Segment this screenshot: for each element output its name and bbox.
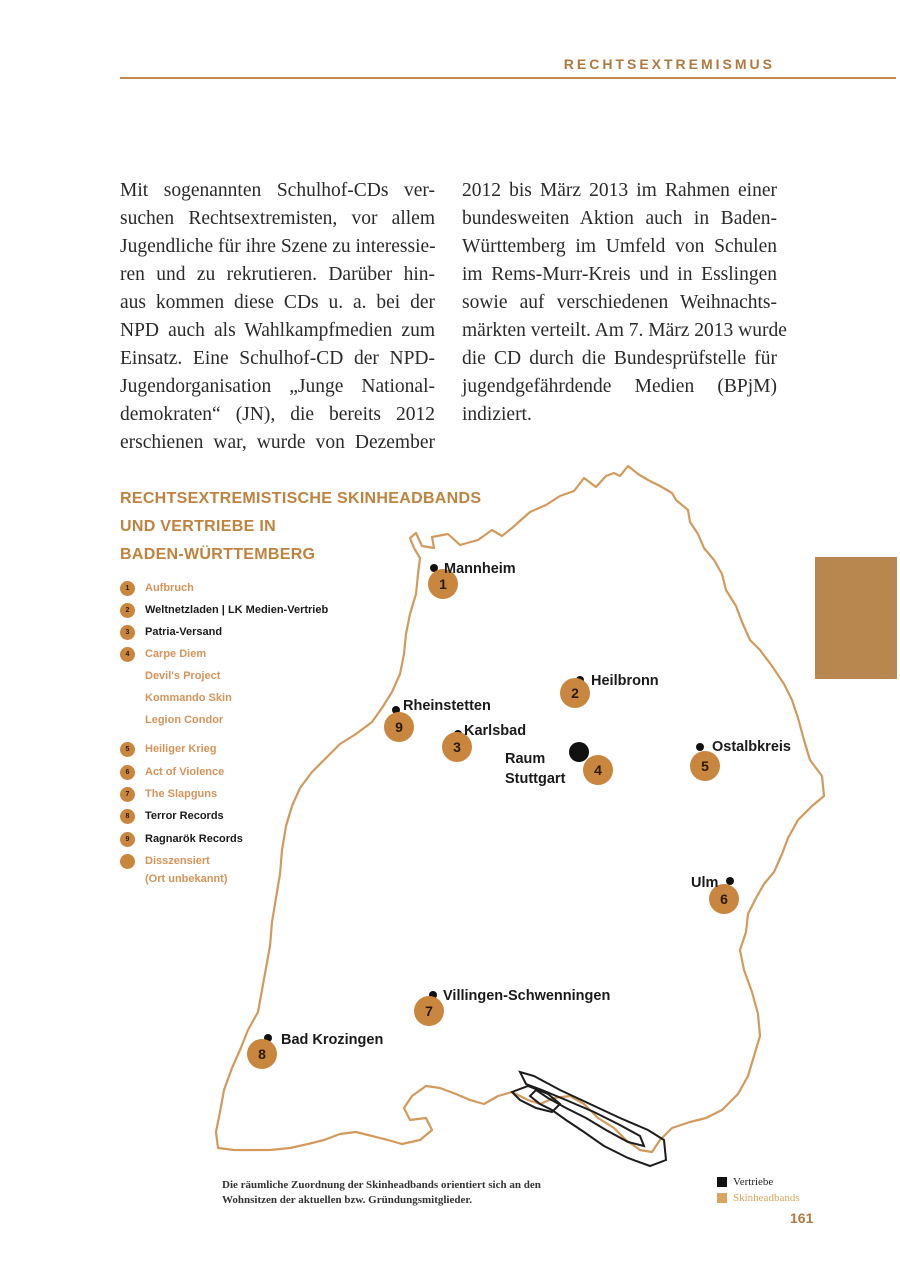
legend-label: Terror Records [145, 810, 224, 822]
map-title [120, 485, 481, 569]
page-number: 161 [790, 1210, 814, 1226]
city-label-stuttgart: Stuttgart [505, 771, 566, 787]
city-label-ostalbkreis: Ostalbkreis [712, 739, 791, 755]
legend-label: Ragnarök Records [145, 833, 243, 845]
running-header: RECHTSEXTREMISMUS [563, 56, 775, 72]
map-title-line: UND VERTRIEBE IN [120, 518, 276, 535]
city-label-mannheim: Mannheim [444, 561, 516, 577]
marker-number: 4 [594, 762, 602, 778]
text-line: NPD auch als Wahlkampfmedien zum [120, 320, 435, 341]
marker-number: 3 [453, 739, 461, 755]
text-line: indiziert. [462, 404, 532, 425]
legend-marker: 6 [120, 765, 135, 780]
marker-number: 8 [258, 1046, 266, 1062]
text-line: märkten verteilt. Am 7. März 2013 wurde [462, 320, 787, 341]
city-label-rheinstetten: Rheinstetten [403, 698, 491, 714]
legend-marker [120, 854, 135, 869]
city-label-bad-krozingen: Bad Krozingen [281, 1032, 384, 1048]
text-line: im Rems-Murr-Kreis und in Esslingen [462, 264, 777, 285]
text-line: sowie auf verschiedenen Weihnachts- [462, 292, 777, 313]
legend-label: Carpe Diem [145, 648, 207, 660]
legend-marker: 5 [120, 742, 135, 757]
marker-number: 9 [395, 719, 403, 735]
legend-marker: 9 [120, 832, 135, 847]
legend-marker: 8 [120, 809, 135, 824]
legend-label: Act of Violence [145, 766, 225, 778]
city-label-raum: Raum [505, 751, 546, 767]
legend-marker: 2 [120, 603, 135, 618]
key-label-vertriebe: Vertriebe [733, 1176, 774, 1188]
text-line: bundesweiten Aktion auch in Baden- [462, 208, 777, 229]
marker-number: 1 [439, 576, 447, 592]
legend-label: Devil's Project [145, 670, 221, 682]
city-label-ulm: Ulm [691, 875, 719, 891]
text-line: jugendgefährdende Medien (BPjM) [462, 376, 777, 397]
legend-label: Kommando Skin [145, 692, 232, 704]
legend-label: Legion Condor [145, 714, 224, 726]
marker-5 [690, 751, 720, 781]
city-dot [696, 743, 704, 751]
legend-marker: 1 [120, 581, 135, 596]
caption-line: Wohnsitzen der aktuellen bzw. Gründungsmitglieder. [222, 1194, 472, 1206]
lake-bodensee [520, 1072, 666, 1166]
text-line: erschienen war, wurde von Dezember [120, 432, 435, 453]
text-line: Württemberg im Umfeld von Schulen [462, 236, 777, 257]
text-line: aus kommen diese CDs u. a. bei der [120, 292, 435, 313]
key-square-skinheadbands [717, 1193, 727, 1203]
key-square-vertriebe [717, 1177, 727, 1187]
marker-number: 5 [701, 758, 709, 774]
legend-label: Heiliger Krieg [145, 743, 217, 755]
marker-number: 7 [425, 1003, 433, 1019]
legend-label: Disszensiert [145, 855, 210, 867]
text-line: Mit sogenannten Schulhof-CDs ver- [120, 180, 435, 201]
legend-label: Aufbruch [145, 582, 194, 594]
caption-line: Die räumliche Zuordnung der Skinheadbands orientiert sich an den [222, 1179, 541, 1191]
marker-2 [560, 678, 590, 708]
text-line: 2012 bis März 2013 im Rahmen einer [462, 180, 777, 201]
legend-label: (Ort unbekannt) [145, 873, 228, 885]
text-line: suchen Rechtsextremisten, vor allem [120, 208, 435, 229]
legend-label: Patria-Versand [145, 626, 223, 638]
text-line: Jugendliche für ihre Szene zu interessie- [120, 236, 436, 257]
city-dot [726, 877, 734, 885]
map-title-line: BADEN-WÜRTTEMBERG [120, 546, 316, 563]
legend-marker: 4 [120, 647, 135, 662]
legend-marker: 7 [120, 787, 135, 802]
text-line: Einsatz. Eine Schulhof-CD der NPD- [120, 348, 435, 369]
text-line: Jugendorganisation „Junge National- [120, 376, 435, 397]
legend-label: The Slapguns [145, 788, 218, 800]
marker-4 [583, 755, 613, 785]
marker-number: 6 [720, 891, 728, 907]
marker-number: 2 [571, 685, 579, 701]
text-line: demokraten“ (JN), die bereits 2012 [120, 404, 435, 425]
legend-marker: 3 [120, 625, 135, 640]
city-label-karlsbad: Karlsbad [464, 723, 527, 739]
text-line: die CD durch die Bundesprüfstelle für [462, 348, 777, 369]
map-title-line: RECHTSEXTREMISTISCHE SKINHEADBANDS [120, 490, 482, 507]
marker-7 [414, 996, 444, 1026]
city-label-villingen-schwenningen: Villingen-Schwenningen [443, 988, 611, 1004]
marker-9 [384, 712, 414, 742]
map-caption [222, 1178, 541, 1208]
text-line: ren und zu rekrutieren. Darüber hin- [120, 264, 435, 285]
marker-8 [247, 1039, 277, 1069]
stuttgart-dot [569, 742, 589, 762]
city-label-heilbronn: Heilbronn [591, 673, 659, 689]
lake-bodensee-arm [512, 1086, 560, 1112]
key-label-skinheadbands: Skinheadbands [733, 1192, 800, 1204]
legend-label: Weltnetzladen | LK Medien-Vertrieb [145, 604, 329, 616]
